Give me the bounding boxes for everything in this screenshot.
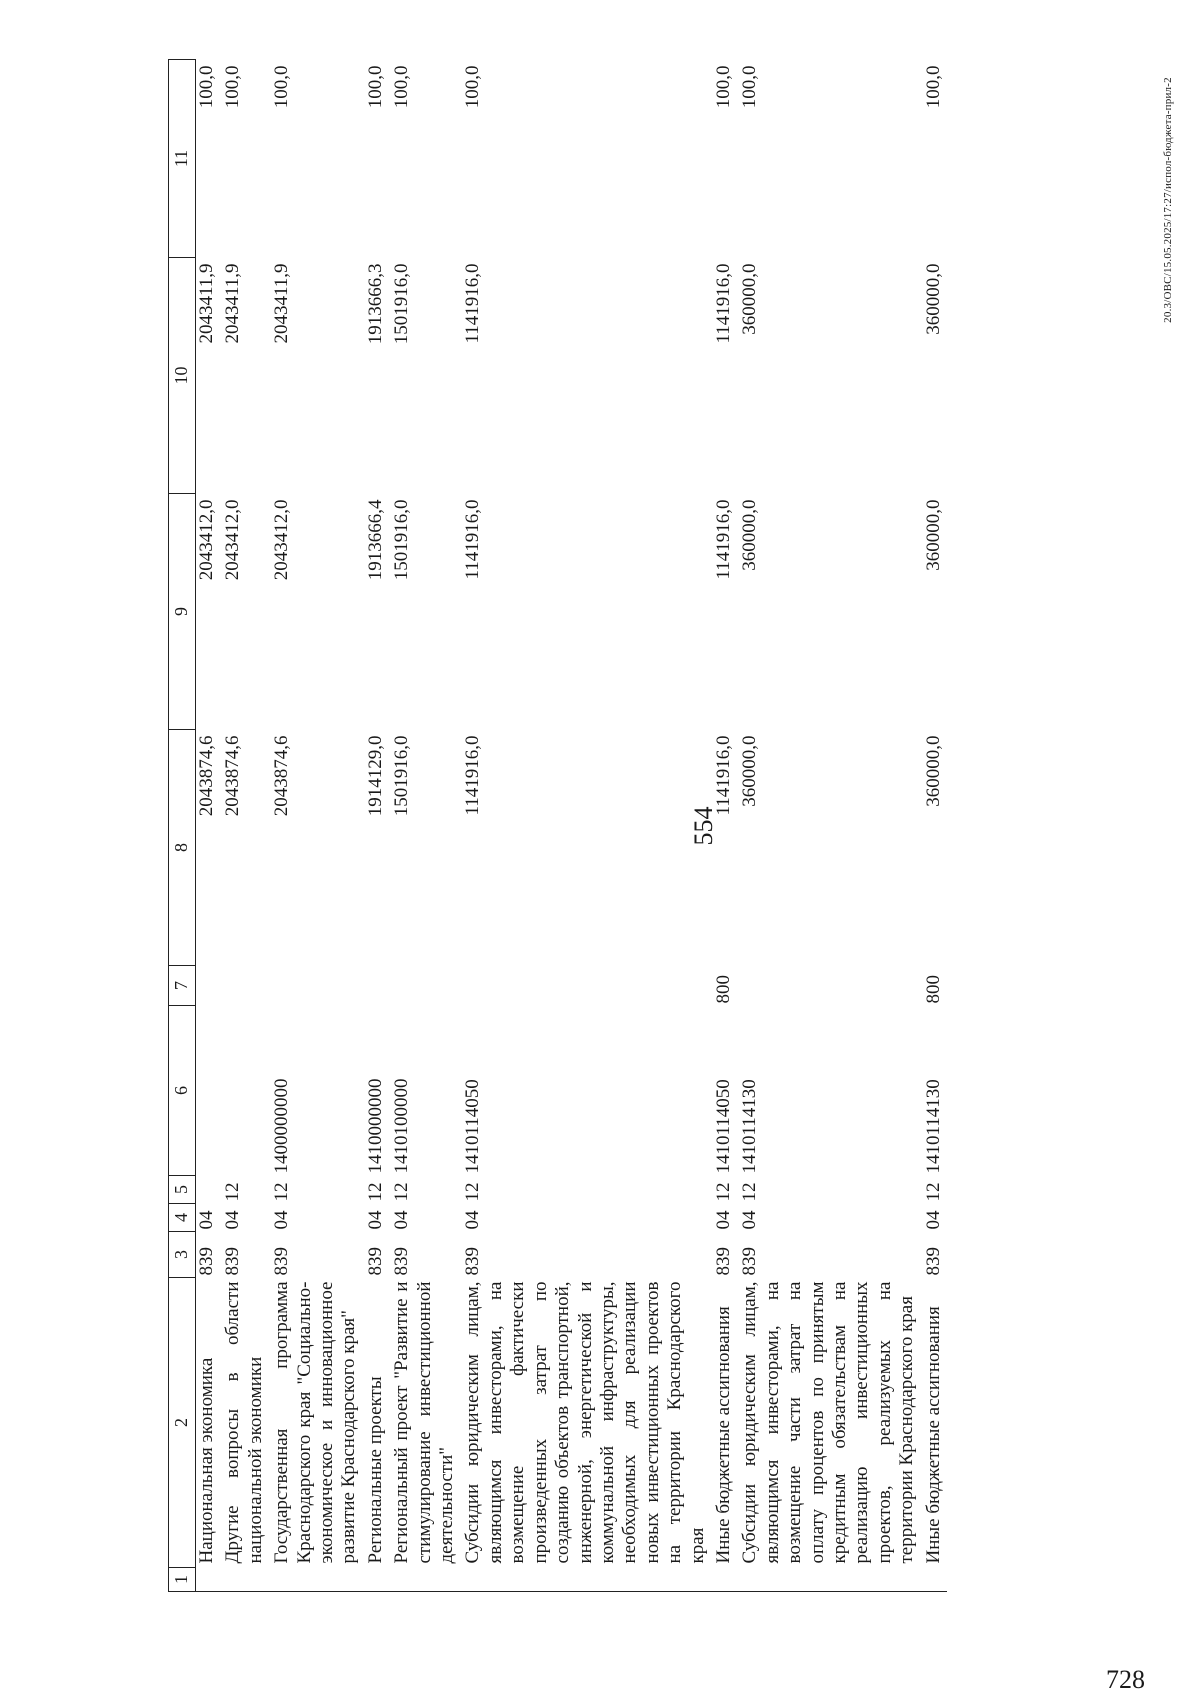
cell-col11: 100,0 — [391, 65, 413, 109]
table-row — [269, 60, 363, 1592]
cell-name: Региональные проекты — [364, 1376, 386, 1564]
header-cell: 3 — [169, 1232, 196, 1278]
cell-col1 — [389, 1568, 460, 1592]
table-body — [196, 60, 948, 1592]
cell-col10: 1141916,0 — [712, 263, 734, 344]
cell-col5: 12 — [222, 1182, 244, 1202]
cell-col1 — [460, 1568, 710, 1592]
cell-col3: 839 — [364, 1247, 386, 1276]
cell-col3: 839 — [222, 1247, 244, 1276]
cell-name: Государственная программа Краснодарского края "Социально-экономическое и инновационное развитие Краснодарского края" — [271, 1281, 360, 1564]
cell-col6 — [196, 1006, 221, 1176]
cell-col7 — [460, 966, 710, 1006]
cell-col7 — [363, 966, 389, 1006]
cell-col6: 1410100000 — [391, 1078, 413, 1174]
cell-col8: 360000,0 — [922, 735, 944, 807]
cell-col6: 1400000000 — [271, 1078, 293, 1174]
cell-col3: 839 — [922, 1247, 944, 1276]
header-cell: 8 — [169, 730, 196, 966]
table-header — [169, 60, 196, 1592]
cell-col11: 100,0 — [462, 65, 484, 109]
cell-col1 — [269, 1568, 363, 1592]
cell-col9: 360000,0 — [922, 499, 944, 571]
cell-col9: 2043412,0 — [271, 499, 293, 581]
table-row — [460, 60, 710, 1592]
cell-col3: 839 — [271, 1247, 293, 1276]
cell-col8: 360000,0 — [739, 735, 761, 807]
cell-col1 — [196, 1568, 221, 1592]
cell-col1 — [921, 1568, 947, 1592]
header-cell: 9 — [169, 494, 196, 730]
cell-col6: 1410114130 — [739, 1079, 761, 1174]
cell-col10: 2043411,9 — [196, 263, 217, 344]
cell-col4: 04 — [196, 1210, 217, 1230]
cell-col9: 1501916,0 — [391, 499, 413, 581]
cell-name: Иные бюджетные ассигнования — [922, 1306, 944, 1564]
cell-col8: 1141916,0 — [712, 735, 734, 816]
cell-col3: 839 — [196, 1247, 217, 1276]
cell-col1 — [711, 1568, 737, 1592]
cell-name: Региональный проект "Развитие и стимулирование инвестиционной деятельности" — [391, 1281, 458, 1564]
cell-col1 — [220, 1568, 269, 1592]
cell-col7 — [220, 966, 269, 1006]
cell-col6: 1410000000 — [364, 1078, 386, 1174]
header-cell: 6 — [169, 1006, 196, 1176]
header-cell: 4 — [169, 1204, 196, 1232]
cell-col9: 2043412,0 — [222, 499, 244, 581]
cell-col7 — [737, 966, 920, 1006]
cell-col8: 2043874,6 — [222, 735, 244, 817]
cell-col4: 04 — [739, 1210, 761, 1230]
cell-col9: 360000,0 — [739, 499, 761, 571]
table-row — [220, 60, 269, 1592]
cell-col3: 839 — [739, 1247, 761, 1276]
cell-col9: 1913666,4 — [364, 499, 386, 581]
cell-col7: 800 — [712, 975, 734, 1004]
cell-col6 — [220, 1006, 269, 1176]
cell-col8: 1141916,0 — [462, 735, 484, 816]
cell-col6: 1410114050 — [712, 1079, 734, 1174]
cell-col5: 12 — [922, 1182, 944, 1202]
cell-col10: 1141916,0 — [462, 263, 484, 344]
cell-name: Субсидии юридическим лицам, являющимся инвесторами, на возмещение части затрат на оплату процентов по принятым кредитным обязательствам на реализацию инвестиционных проектов, реализуемых на территории Краснодарского края — [739, 1281, 918, 1564]
cell-col3: 839 — [712, 1247, 734, 1276]
cell-col5: 12 — [391, 1182, 413, 1202]
cell-col8: 1914129,0 — [364, 735, 386, 817]
cell-name: Иные бюджетные ассигнования — [712, 1306, 734, 1564]
cell-col11: 100,0 — [922, 65, 944, 109]
table-row — [711, 60, 737, 1592]
cell-col11: 100,0 — [364, 65, 386, 109]
cell-col9: 2043412,0 — [196, 499, 217, 581]
cell-col7 — [269, 966, 363, 1006]
cell-col5: 12 — [739, 1182, 761, 1202]
cell-col8: 2043874,6 — [196, 735, 217, 817]
cell-col10: 1501916,0 — [391, 263, 413, 345]
cell-col11: 100,0 — [196, 65, 217, 109]
cell-col1 — [737, 1568, 920, 1592]
cell-col7 — [196, 966, 221, 1006]
cell-col9: 1141916,0 — [712, 499, 734, 580]
page-number-bottom: 728 — [1106, 1665, 1145, 1694]
cell-col5: 12 — [364, 1182, 386, 1202]
document-footer-id: 20.3/ОВС/15.05.2025/17:27/испол-бюджета-прил-2 — [1162, 77, 1174, 323]
cell-col3: 839 — [391, 1247, 413, 1276]
header-row — [169, 60, 196, 1592]
header-cell: 11 — [169, 60, 196, 258]
cell-col6: 1410114050 — [462, 1079, 484, 1174]
cell-col10: 360000,0 — [922, 263, 944, 335]
cell-col8: 2043874,6 — [271, 735, 293, 817]
cell-name: Национальная экономика — [196, 1357, 217, 1564]
cell-col4: 04 — [271, 1210, 293, 1230]
table-row — [389, 60, 460, 1592]
cell-col10: 360000,0 — [739, 263, 761, 335]
cell-col10: 2043411,9 — [271, 263, 293, 344]
cell-name: Субсидии юридическим лицам, являющимся инвесторами, на возмещение фактически произведенных затрат по созданию объектов транспортной, инженерной, энергетической и коммунальной инфраструктуры, необходимых для реализации новых инвестиционных проектов на территории Краснодарского края — [462, 1281, 708, 1564]
cell-col11: 100,0 — [712, 65, 734, 109]
cell-col7 — [389, 966, 460, 1006]
table-row — [196, 60, 221, 1592]
cell-col5: 12 — [712, 1182, 734, 1202]
header-cell: 10 — [169, 258, 196, 494]
header-cell: 5 — [169, 1176, 196, 1204]
cell-col10: 1913666,3 — [364, 263, 386, 345]
cell-col9: 1141916,0 — [462, 499, 484, 580]
cell-col5 — [196, 1176, 221, 1204]
page-number-top: 554 — [689, 806, 718, 846]
cell-name: Другие вопросы в области национальной экономики — [222, 1281, 266, 1564]
cell-col4: 04 — [922, 1210, 944, 1230]
cell-col5: 12 — [462, 1182, 484, 1202]
cell-col4: 04 — [712, 1210, 734, 1230]
cell-col4: 04 — [222, 1210, 244, 1230]
cell-col10: 2043411,9 — [222, 263, 244, 344]
cell-col4: 04 — [391, 1210, 413, 1230]
cell-col6: 1410114130 — [922, 1079, 944, 1174]
table-row — [921, 60, 947, 1592]
cell-col1 — [363, 1568, 389, 1592]
cell-col4: 04 — [364, 1210, 386, 1230]
cell-col11: 100,0 — [739, 65, 761, 109]
cell-col11: 100,0 — [271, 65, 293, 109]
header-cell: 2 — [169, 1278, 196, 1568]
header-cell: 1 — [169, 1568, 196, 1592]
cell-col8: 1501916,0 — [391, 735, 413, 817]
header-cell: 7 — [169, 966, 196, 1006]
budget-table — [168, 59, 947, 1592]
cell-col11: 100,0 — [222, 65, 244, 109]
table-row — [737, 60, 920, 1592]
cell-col5: 12 — [271, 1182, 293, 1202]
table-row — [363, 60, 389, 1592]
cell-col3: 839 — [462, 1247, 484, 1276]
cell-col4: 04 — [462, 1210, 484, 1230]
budget-table-container — [168, 60, 1048, 1592]
cell-col7: 800 — [922, 975, 944, 1004]
